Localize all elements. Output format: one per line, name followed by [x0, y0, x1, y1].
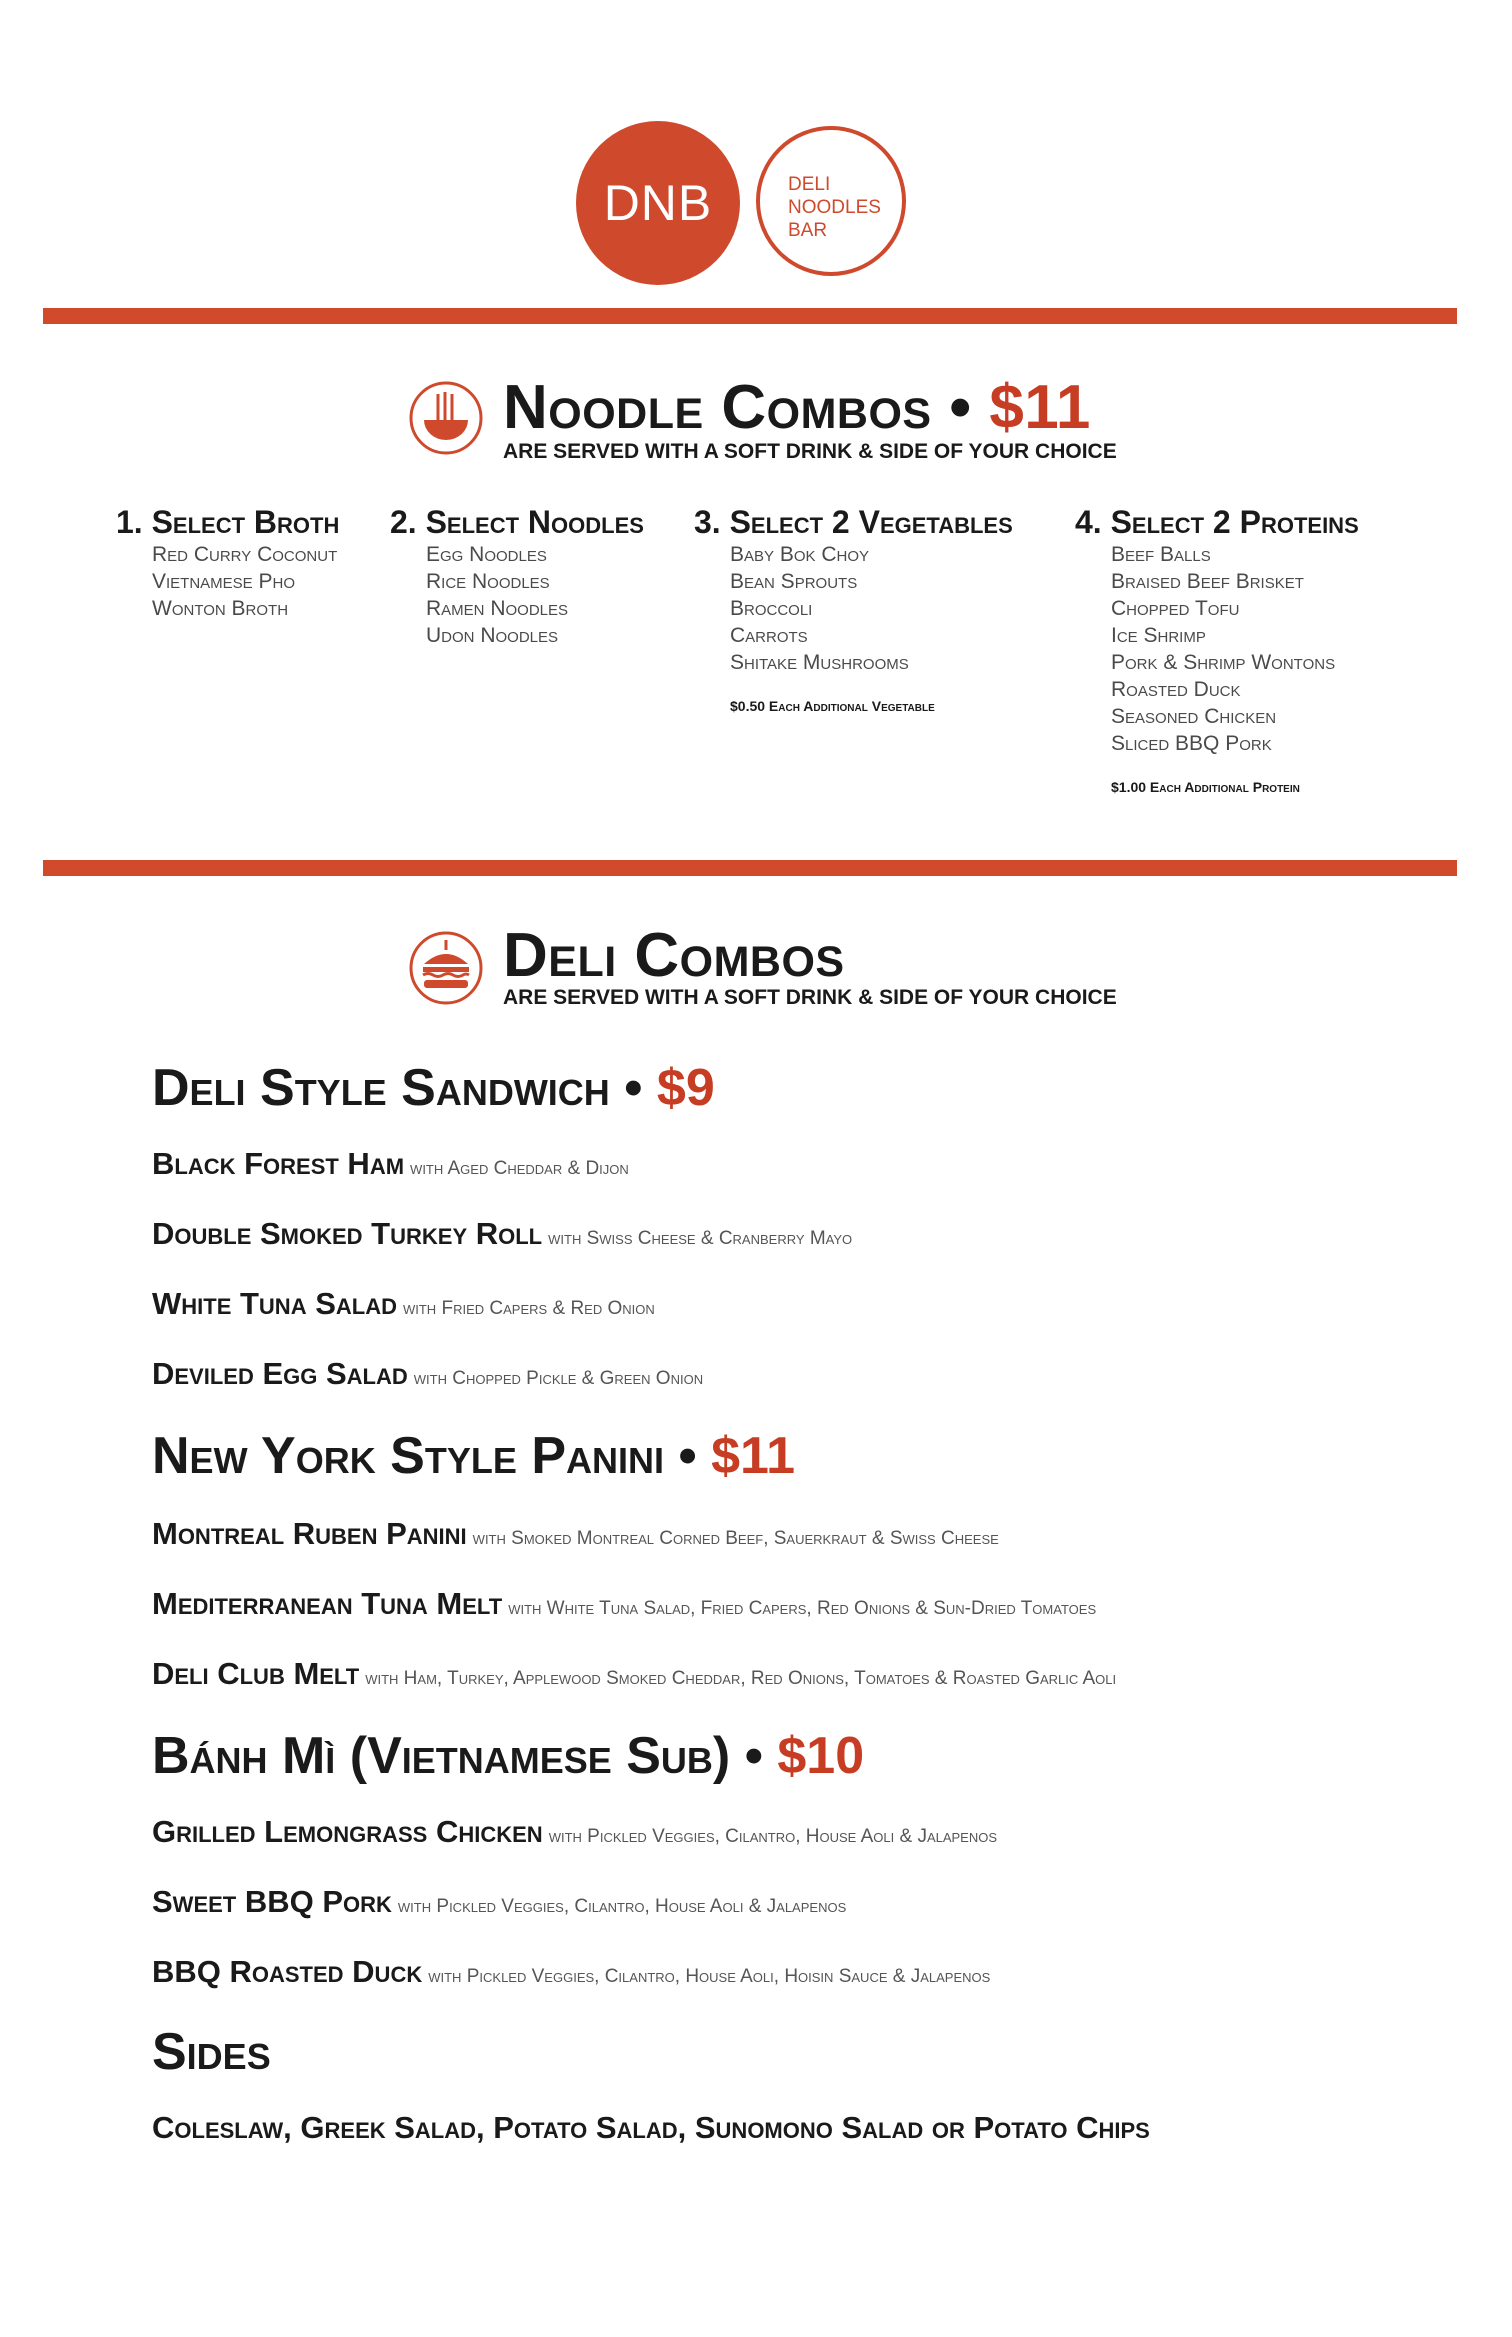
logo-name-circle: [756, 126, 906, 276]
list-item: Shitake Mushrooms: [730, 651, 909, 674]
divider-middle: [43, 860, 1457, 876]
list-item: Beef Balls: [1111, 543, 1211, 566]
logo-dnb-mark: [576, 121, 740, 285]
extra-charge-note: $0.50 Each Additional Vegetable: [730, 698, 935, 714]
item-description: with Swiss Cheese & Cranberry Mayo: [548, 1228, 853, 1249]
deli-subtitle: ARE SERVED WITH A SOFT DRINK & SIDE OF YOUR CHOICE: [503, 986, 1117, 1009]
item-description: with Aged Cheddar & Dijon: [410, 1158, 629, 1179]
menu-item: [152, 1954, 990, 1990]
logo-line: DELI: [788, 174, 831, 195]
list-item: Bean Sprouts: [730, 570, 858, 593]
list-item: Carrots: [730, 624, 808, 647]
category-price: $9: [656, 1059, 715, 1117]
category-title: Bánh Mì (Vietnamese Sub): [152, 1727, 731, 1785]
logo-mark-text: DNB: [603, 175, 713, 231]
item-description: with Pickled Veggies, Cilantro, House Aoli & Jalapenos: [548, 1826, 998, 1847]
item-name: Deli Club Melt: [152, 1656, 360, 1691]
category-title: New York Style Panini: [152, 1427, 664, 1485]
item-name: Double Smoked Turkey Roll: [152, 1216, 543, 1251]
list-item: Ramen Noodles: [426, 597, 569, 620]
noodle-title-text: Noodle Combos: [503, 373, 932, 442]
item-name: Montreal Ruben Panini: [152, 1516, 467, 1551]
sides-title: Sides: [152, 2023, 271, 2081]
item-description: with Ham, Turkey, Applewood Smoked Cheddar, Red Onions, Tomatoes & Roasted Garlic Aoli: [365, 1668, 1117, 1689]
separator-dot: •: [744, 1727, 763, 1785]
step-select-noodles: [390, 504, 730, 649]
noodle-price: $11: [989, 373, 1091, 442]
list-item: Rice Noodles: [426, 570, 550, 593]
step-select-proteins: [1075, 504, 1455, 795]
list-item: Chopped Tofu: [1111, 597, 1240, 620]
category-new-york-style-panini: [152, 1426, 795, 1486]
item-description: with Fried Capers & Red Onion: [402, 1298, 655, 1319]
step-title: 2. Select Noodles: [390, 504, 644, 540]
category-deli-style-sandwich: [152, 1058, 715, 1118]
step-select-vegetables: [694, 504, 1074, 714]
item-name: BBQ Roasted Duck: [152, 1954, 423, 1989]
item-description: with Chopped Pickle & Green Onion: [413, 1368, 704, 1389]
step-title: 3. Select 2 Vegetables: [694, 504, 1013, 540]
separator-dot: •: [949, 373, 972, 442]
logo-line: NOODLES: [788, 197, 881, 218]
noodle-subtitle: ARE SERVED WITH A SOFT DRINK & SIDE OF YOUR CHOICE: [503, 440, 1117, 463]
item-name: Black Forest Ham: [152, 1146, 405, 1181]
category-banh-mi: [152, 1726, 864, 1786]
item-name: Sweet BBQ Pork: [152, 1884, 392, 1919]
list-item: Ice Shrimp: [1111, 624, 1206, 647]
menu-item: [152, 1516, 999, 1552]
list-item: Sliced BBQ Pork: [1111, 732, 1272, 755]
noodle-bowl-icon: [408, 380, 484, 456]
item-name: Deviled Egg Salad: [152, 1356, 408, 1391]
item-description: with Pickled Veggies, Cilantro, House Aoli, Hoisin Sauce & Jalapenos: [428, 1966, 991, 1987]
divider-top: [43, 308, 1457, 324]
category-price: $11: [711, 1427, 796, 1485]
list-item: Seasoned Chicken: [1111, 705, 1277, 728]
list-item: Wonton Broth: [152, 597, 289, 620]
list-item: Braised Beef Brisket: [1111, 570, 1304, 593]
menu-item: [152, 1286, 655, 1322]
sides-list: Coleslaw, Greek Salad, Potato Salad, Sunomono Salad or Potato Chips: [152, 2110, 1150, 2145]
separator-dot: •: [678, 1427, 697, 1485]
list-item: Broccoli: [730, 597, 813, 620]
menu-item: [152, 1216, 852, 1252]
noodle-section-title: [503, 372, 1091, 443]
item-name: Grilled Lemongrass Chicken: [152, 1814, 543, 1849]
extra-charge-note: $1.00 Each Additional Protein: [1111, 779, 1300, 795]
list-item: Egg Noodles: [426, 543, 547, 566]
menu-item: [152, 1656, 1116, 1692]
item-name: Mediterranean Tuna Melt: [152, 1586, 503, 1621]
menu-item: [152, 1586, 1096, 1622]
item-description: with Pickled Veggies, Cilantro, House Aoli & Jalapenos: [397, 1896, 847, 1917]
list-item: Baby Bok Choy: [730, 543, 870, 566]
menu-item: [152, 1884, 846, 1920]
step-title: 1. Select Broth: [116, 504, 340, 540]
menu-item: [152, 1814, 997, 1850]
separator-dot: •: [624, 1059, 643, 1117]
item-description: with Smoked Montreal Corned Beef, Sauerkraut & Swiss Cheese: [472, 1528, 999, 1549]
list-item: Udon Noodles: [426, 624, 559, 647]
item-description: with White Tuna Salad, Fried Capers, Red Onions & Sun-Dried Tomatoes: [508, 1598, 1097, 1619]
category-price: $10: [777, 1727, 865, 1785]
menu-item: [152, 1146, 629, 1182]
category-title: Deli Style Sandwich: [152, 1059, 610, 1117]
item-name: White Tuna Salad: [152, 1286, 397, 1321]
list-item: Roasted Duck: [1111, 678, 1241, 701]
list-item: Vietnamese Pho: [152, 570, 296, 593]
menu-item: [152, 1356, 703, 1392]
list-item: Red Curry Coconut: [152, 543, 338, 566]
deli-section-title: Deli Combos: [503, 921, 845, 990]
sandwich-icon: [408, 930, 484, 1006]
list-item: Pork & Shrimp Wontons: [1111, 651, 1336, 674]
logo-line: BAR: [788, 220, 828, 241]
step-title: 4. Select 2 Proteins: [1075, 504, 1359, 540]
